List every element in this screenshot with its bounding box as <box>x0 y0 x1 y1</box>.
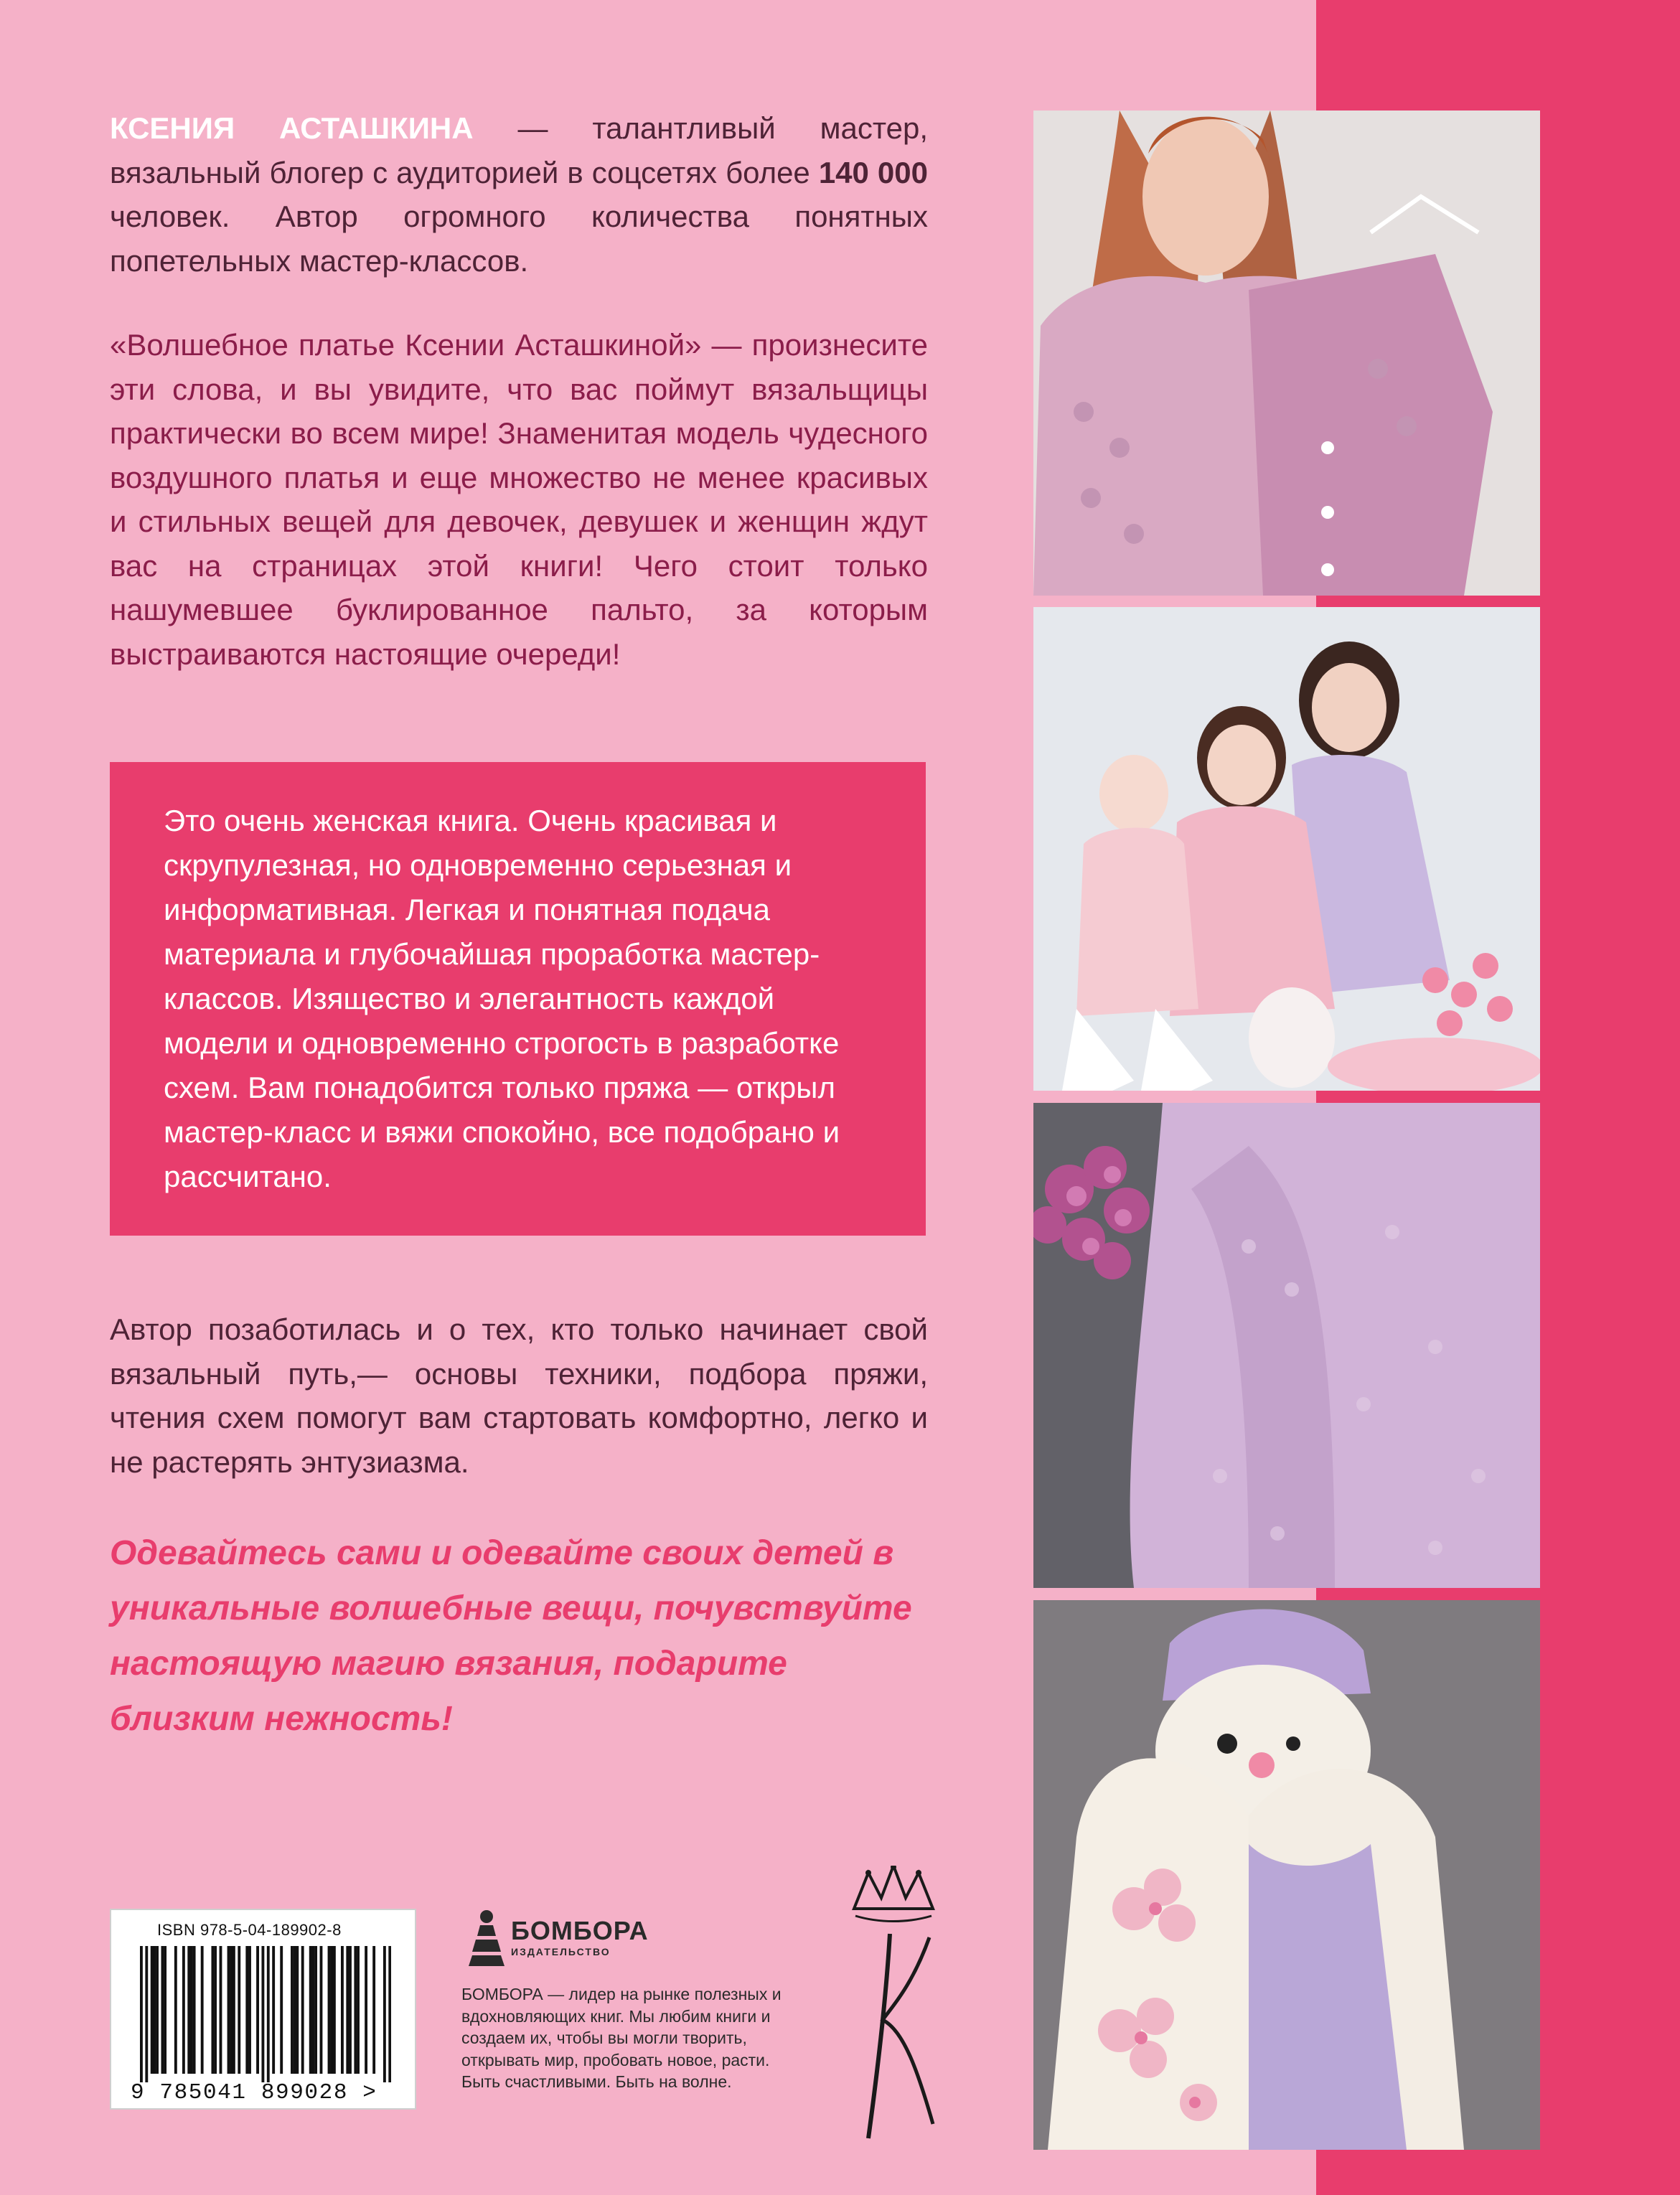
barcode-icon <box>140 1946 391 2082</box>
family-photo <box>1033 607 1540 1091</box>
quote-paragraph: «Волшебное платье Ксении Асташкиной» — произнесите эти слова, и вы увидите, что вас поймут вязальщицы практически во всем мире! Знаменитая модель чудесного воздушного платья и еще множество не менее красивых и стильных вещей для девочек, девушек и женщин ждут вас на страницах этой книги! Чего стоит только нашумевшее буклированное пальто, за которым выстраиваются настоящие очереди! <box>110 328 928 671</box>
barcode-bar <box>145 1946 148 2082</box>
author-photo <box>1033 111 1540 596</box>
barcode-bar <box>153 1946 156 2074</box>
author-intro <box>110 106 928 283</box>
woman-with-cardigan-photo <box>1033 111 1540 596</box>
barcode-bar <box>314 1946 317 2074</box>
barcode-bar <box>156 1946 159 2074</box>
slogan: Одевайтесь сами и одевайте своих детей в уникальные волшебные вещи, почувствуйте настоящую магию вязания, подарите близким нежность! <box>110 1534 912 1738</box>
barcode-bar <box>174 1946 177 2074</box>
barcode-bar <box>220 1946 222 2074</box>
barcode-bar <box>201 1946 204 2074</box>
barcode-bar <box>294 1946 296 2074</box>
barcode-bar <box>267 1946 270 2082</box>
barcode-bar <box>245 1946 248 2074</box>
barcode-bar <box>164 1946 166 2074</box>
barcode-bar <box>182 1946 185 2074</box>
barcode-bar <box>365 1946 367 2074</box>
barcode-bar <box>256 1946 259 2074</box>
barcode-bar <box>372 1946 375 2074</box>
publisher-description: БОМБОРА — лидер на рынке полезных и вдохновляющих книг. Мы любим книги и создаем их, чтобы вы могли творить, открывать мир, пробовать новое, расти. Быть счастливыми. Быть на волне. <box>461 1985 782 2091</box>
barcode-bar <box>309 1946 312 2074</box>
barcode-bar <box>248 1946 251 2074</box>
barcode-bar <box>320 1946 323 2074</box>
barcode-bar <box>333 1946 336 2074</box>
barcode-bar <box>140 1946 143 2082</box>
barcode-bar <box>151 1946 154 2074</box>
barcode-bar <box>349 1946 352 2074</box>
barcode-bar <box>280 1946 283 2074</box>
barcode-bar <box>291 1946 294 2074</box>
isbn-label: ISBN 978-5-04-189902-8 <box>157 1921 342 1939</box>
author-name: КСЕНИЯ АСТАШКИНА <box>110 111 474 145</box>
barcode-bar <box>346 1946 349 2074</box>
callout-box <box>110 762 926 1236</box>
barcode-bar <box>227 1946 230 2074</box>
barcode-bar <box>311 1946 314 2074</box>
boucle-coat-photo <box>1033 1103 1540 1588</box>
barcode-bar <box>190 1946 193 2074</box>
barcode-bar <box>388 1946 391 2082</box>
barcode-bar <box>301 1946 304 2074</box>
publisher-subtitle: ИЗДАТЕЛЬСТВО <box>511 1946 611 1957</box>
beginners-paragraph: Автор позаботилась и о тех, кто только начинает свой вязальный путь,— основы техники, подбора пряжи, чтения схем помогут вам стартовать комфортно, легко и не растерять энтузиазма. <box>110 1312 928 1479</box>
barcode-bar <box>357 1946 360 2074</box>
barcode-bar <box>328 1946 331 2074</box>
barcode-bar <box>230 1946 233 2074</box>
barcode-bar <box>211 1946 214 2074</box>
barcode-bar <box>193 1946 196 2074</box>
barcode-bar <box>238 1946 240 2074</box>
barcode-bar <box>233 1946 235 2074</box>
barcode-bar <box>354 1946 357 2074</box>
barcode-bar <box>330 1946 333 2074</box>
coat-photo <box>1033 1103 1540 1588</box>
intro-text-2: человек. Автор огромного количества понятных попетельных мастер-классов. <box>110 199 928 278</box>
barcode-bar <box>272 1946 275 2074</box>
callout-text: Это очень женская книга. Очень красивая и скрупулезная, но одновременно серьезная и информативная. Легкая и понятная подача материала и глубочайшая проработка мастер-классов. Изящество и элегантность каждой модели и одновременно строгость в разработке схем. Вам понадобится только пряжа — открыл мастер-класс и вяжи спокойно, все подобрано и рассчитано. <box>164 804 840 1193</box>
barcode-bar <box>187 1946 190 2074</box>
barcode-bar <box>296 1946 299 2074</box>
publisher-name: БОМБОРА <box>511 1916 649 1945</box>
crown-k-logo-icon <box>847 1866 940 2145</box>
barcode-digits: 9 785041 899028 > <box>131 2080 377 2105</box>
knitted-bunny-photo <box>1033 1600 1540 2150</box>
barcode-bar <box>214 1946 217 2074</box>
followers-count: 140 000 <box>818 155 929 189</box>
barcode-bar <box>383 1946 386 2082</box>
barcode-bar <box>161 1946 164 2074</box>
intro-text-1: — талантливый мастер, вязальный блогер с аудиторией в соцсетях более <box>110 111 928 189</box>
girls-in-knitwear-photo <box>1033 607 1540 1091</box>
barcode-bar <box>261 1946 264 2082</box>
barcode-bar <box>341 1946 344 2074</box>
bunny-photo <box>1033 1600 1540 2150</box>
barcode-box <box>110 1909 416 2110</box>
